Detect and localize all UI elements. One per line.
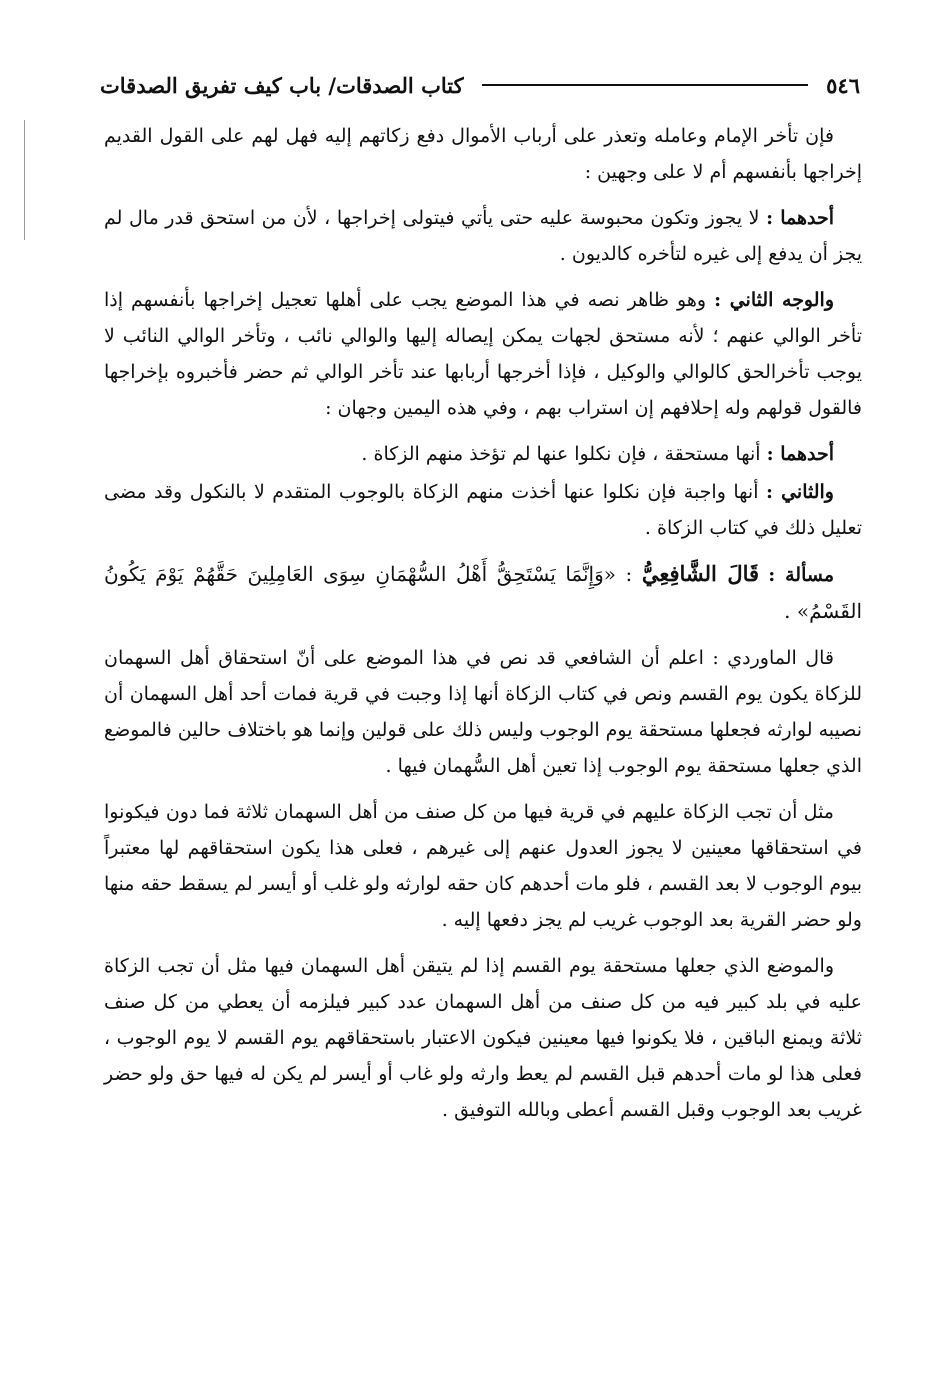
paragraph-5 <box>104 474 862 546</box>
paragraph-text: فإن تأخر الإمام وعامله وتعذر على أرباب الأموال دفع زكاتهم إليه فهل لهم على القول القديم إخراجها بأنفسهم أم لا على وجهين : <box>104 125 862 183</box>
running-title: كتاب الصدقات/ باب كيف تفريق الصدقات <box>100 72 464 98</box>
paragraph-2 <box>104 200 862 272</box>
paragraph-3 <box>104 282 862 426</box>
paragraph-label: والوجه الثاني : <box>714 289 834 311</box>
paragraph-9 <box>104 948 862 1128</box>
paragraph-7 <box>104 640 862 784</box>
paragraph-text: مثل أن تجب الزكاة عليهم في قرية فيها من كل صنف من أهل السهمان ثلاثة فما دون فيكونوا في استحقاقها معينين لا يجوز العدول عنهم إلى غيرهم ، فعلى هذا يكون استحقاقهم لها معتبراً بيوم الوجوب لا بعد القسم ، فلو مات أحدهم كان حقه لوارثه ولو غلب أو أيسر لم يسقط حقه منها ولو حضر القرية بعد الوجوب غريب لم يجز دفعها إليه . <box>104 801 862 931</box>
paragraph-text: والموضع الذي جعلها مستحقة يوم القسم إذا لم يتيقن أهل السهمان فيها مثل أن تجب الزكاة عليه في بلد كبير فيه من كل صنف من أهل السهمان عدد كبير فيلزمه أن يعطي من كل صنف ثلاثة ويمنع الباقين ، فلا يكونوا فيها معينين فيكون الاعتبار باستحقاقهم يوم القسم لا يوم الوجوب ، فعلى هذا لو مات أحدهم قبل القسم لم يعط وارثه ولو غاب أو أيسر لم يكن له فيها حق ولو حضر غريب بعد الوجوب وقبل القسم أعطى وبالله التوفيق . <box>104 955 862 1121</box>
paragraph-label: والثاني : <box>766 481 834 503</box>
page-number: ٥٤٦ <box>826 72 860 98</box>
paragraph-4 <box>104 436 862 472</box>
paragraph-text: قال الماوردي : اعلم أن الشافعي قد نص في هذا الموضع على أنّ استحقاق أهل السهمان للزكاة يكون يوم القسم ونص في كتاب الزكاة أنها إذا وجبت في قرية فمات أحد أهل السهمان أن نصيبه لوارثه فجعلها مستحقة يوم الوجوب وليس ذلك على قولين وإنما هو باختلاف حالين فالموضع الذي جعلها مستحقة يوم الوجوب إذا تعين أهل السُّهمان فيها . <box>104 647 862 777</box>
paragraph-text: وهو ظاهر نصه في هذا الموضع يجب على أهلها تعجيل إخراجها بأنفسهم إذا تأخر الوالي عنهم ؛ لأنه مستحق لجهات يمكن إيصاله إليها والوالي نائب ، وتأخر الوالي النائب لا يوجب تأخرالحق كالوالي والوكيل ، فإذا أخرجها أربابها عند تأخر الوالي ثم حضر فأخبروه بإخراجها فالقول قولهم وله إحلافهم إن استراب بهم ، وفي هذه اليمين وجهان : <box>104 289 862 419</box>
body-text <box>104 118 862 1138</box>
masala-paragraph <box>104 556 862 630</box>
paragraph-8 <box>104 794 862 938</box>
paragraph-label: أحدهما : <box>766 207 835 229</box>
paragraph-label: أحدهما : <box>766 443 834 465</box>
shafii-quote: : «وَإِنَّمَا يَسْتَحِقُّ أَهْلُ السُّهْمَانِ سِوَى العَامِلِينَ حَقَّهُمْ يَوْمَ يَكُونُ القَسْمُ» . <box>104 562 862 623</box>
header-rule <box>482 84 809 86</box>
paragraph-text: لا يجوز وتكون محبوسة عليه حتى يأتي فيتولى إخراجها ، لأن من استحق قدر مال لم يجز أن يدفع إلى غيره لتأخره كالديون . <box>104 207 862 265</box>
shafii-label: قَالَ الشَّافِعِيُّ <box>641 561 760 586</box>
paragraph-text: أنها مستحقة ، فإن نكلوا عنها لم تؤخذ منهم الزكاة . <box>361 443 767 465</box>
page-header <box>100 68 860 102</box>
margin-mark <box>24 120 25 240</box>
paragraph-text: أنها واجبة فإن نكلوا عنها أخذت منهم الزكاة بالوجوب المتقدم لا بالنكول وقد مضى تعليل ذلك في كتاب الزكاة . <box>104 481 862 539</box>
paragraph-1 <box>104 118 862 190</box>
masala-label: مسألة : <box>768 564 835 586</box>
